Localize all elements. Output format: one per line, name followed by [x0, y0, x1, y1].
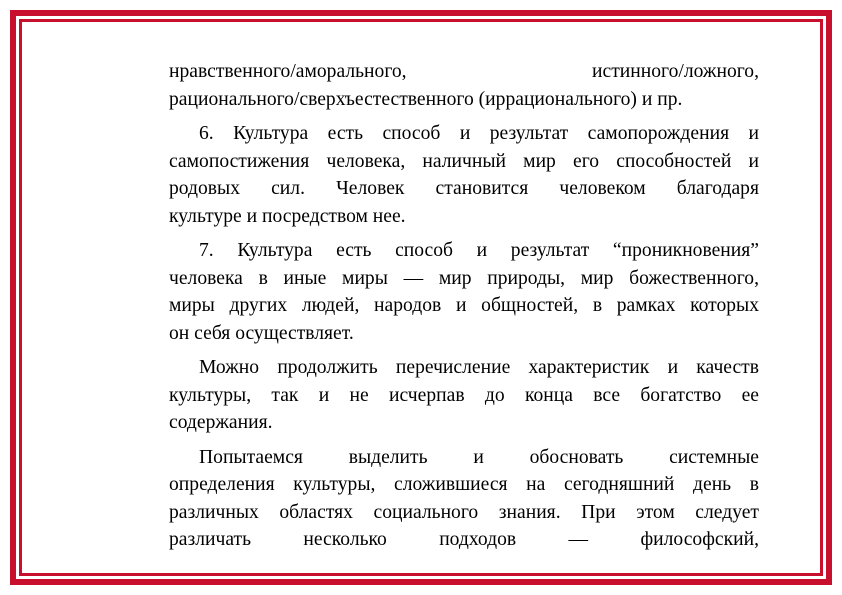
text-line: Можно продолжить перечисление характеристик и качеств — [199, 357, 759, 378]
text-line: культуре и посредством нее. — [169, 205, 406, 227]
text-line: содержания. — [169, 412, 273, 433]
text-line: различать несколько подходов — философский, — [169, 529, 759, 550]
text-line: человека в иные миры — мир природы, мир божественного, — [169, 267, 759, 289]
text-line: самопостижения человека, наличный мир его способностей и — [169, 150, 759, 172]
text-line: 7. Культура есть способ и результат “проникновения” — [199, 240, 759, 261]
paragraph-continue-list — [169, 354, 759, 437]
paragraph-continuation — [169, 58, 759, 113]
text-line: родовых сил. Человек становится человеком благодаря — [169, 178, 759, 199]
text-line: 6. Культура есть способ и результат самопорождения и — [199, 123, 759, 144]
paragraph-system-definitions — [169, 444, 759, 554]
text-line: рационального/сверхъестественного (иррационального) и пр. — [169, 88, 683, 110]
text-line: Попытаемся выделить и обосновать системные — [199, 446, 759, 468]
text-line: он себя осуществляет. — [169, 322, 354, 344]
paragraph-item-6 — [169, 120, 759, 230]
text-line: культуры, так и не исчерпав до конца все богатство ее — [169, 384, 759, 406]
text-line: миры других людей, народов и общностей, в рамках которых — [169, 295, 759, 316]
text-line: нравственного/аморального, истинного/ложного, — [169, 61, 759, 82]
text-line: определения культуры, сложившиеся на сегодняшний день в — [169, 474, 759, 495]
text-line: различных областях социального знания. При этом следует — [169, 501, 759, 523]
paragraph-item-7 — [169, 237, 759, 347]
body-text — [169, 58, 759, 561]
